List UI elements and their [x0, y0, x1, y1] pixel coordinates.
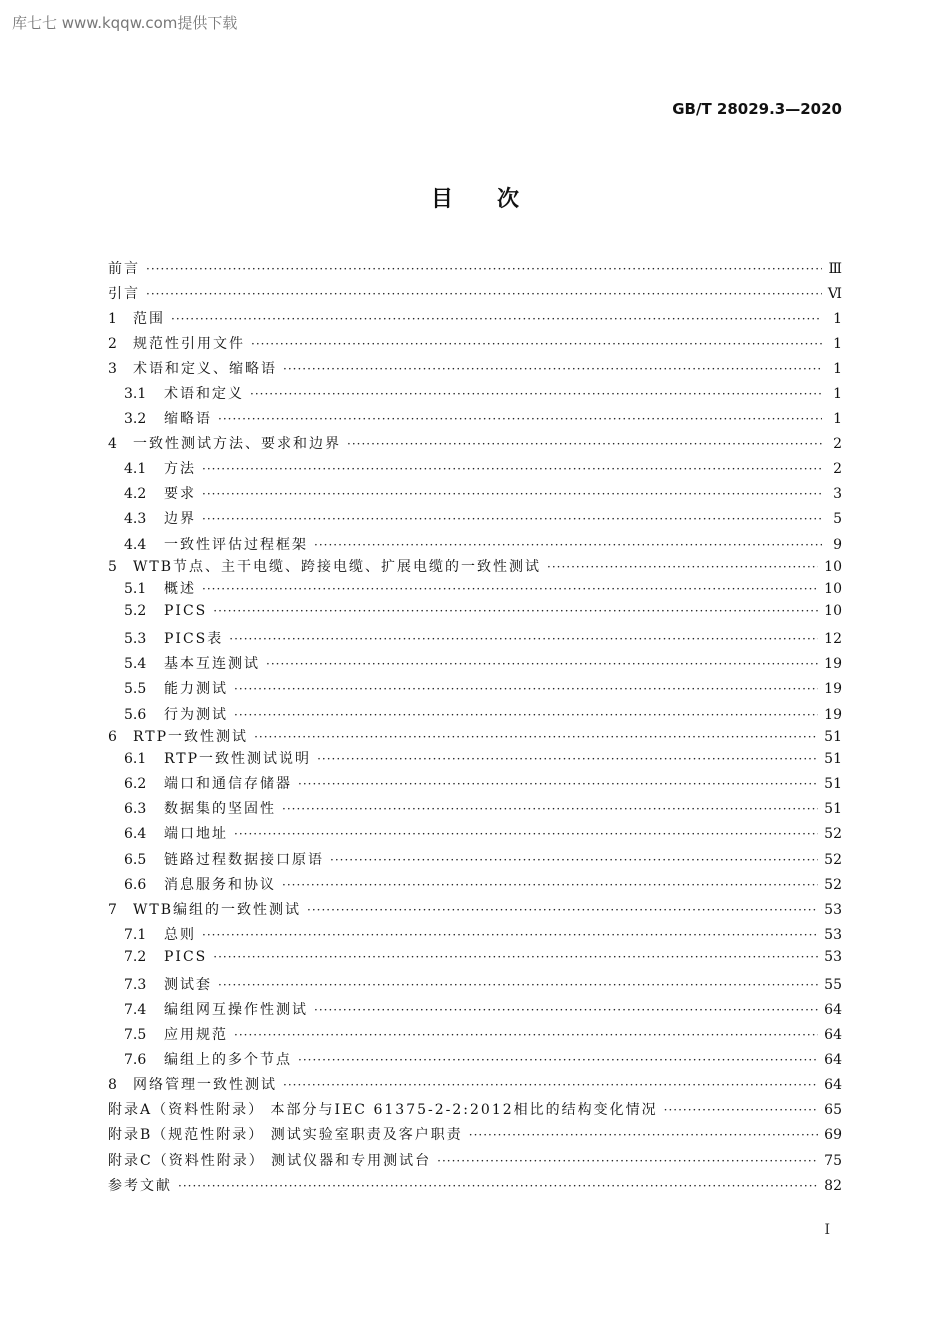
dot-leader [234, 1028, 818, 1042]
toc-entry-page: 10 [824, 603, 842, 619]
toc-entry-label: 前言 [108, 261, 140, 277]
toc-entry-number: 7.5 [124, 1027, 147, 1043]
toc-entry-page: 10 [824, 559, 842, 575]
toc-entry-number: 5.1 [124, 581, 147, 597]
dot-leader [202, 928, 818, 942]
toc-entry-number: 3.2 [124, 411, 147, 427]
dot-leader [234, 708, 818, 722]
toc-entry[interactable] [108, 1175, 842, 1195]
toc-entry-page: 19 [824, 707, 842, 723]
toc-entry-page: 19 [824, 681, 842, 697]
toc-entry[interactable] [108, 773, 842, 793]
toc-entry-number: 5.6 [124, 707, 147, 723]
page-title: 目次 [430, 187, 563, 212]
dot-leader [171, 312, 822, 326]
toc-entry[interactable] [108, 483, 842, 503]
dot-leader [229, 632, 818, 646]
toc-entry-page: 51 [824, 776, 842, 792]
toc-entry-label: RTP一致性测试说明 [164, 751, 312, 767]
toc-entry[interactable] [108, 308, 842, 328]
toc-entry-number: 3 [108, 361, 117, 377]
toc-entry[interactable] [108, 258, 842, 278]
toc-entry-label: 方法 [164, 461, 196, 477]
toc-entry-page: Ⅵ [827, 286, 842, 302]
toc-entry-number: 3.1 [124, 386, 147, 402]
toc-entry-page: 51 [824, 751, 842, 767]
toc-entry[interactable] [108, 433, 842, 453]
toc-entry[interactable] [108, 333, 842, 353]
toc-entry[interactable] [108, 1099, 842, 1119]
dot-leader [664, 1103, 819, 1117]
dot-leader [282, 878, 818, 892]
toc-entry-number: 5.3 [124, 631, 147, 647]
toc-entry-label: 链路过程数据接口原语 [164, 852, 324, 868]
toc-entry-page: 1 [833, 386, 842, 402]
dot-leader [213, 604, 818, 618]
toc-entry[interactable] [108, 748, 842, 768]
toc-entry-page: 1 [833, 311, 842, 327]
toc-entry[interactable] [108, 458, 842, 478]
toc-entry[interactable] [108, 628, 842, 648]
dot-leader [213, 950, 818, 964]
toc-entry-page: 82 [824, 1178, 842, 1194]
toc-entry[interactable] [108, 823, 842, 843]
toc-entry-page: 51 [824, 729, 842, 745]
toc-entry-page: 1 [833, 336, 842, 352]
dot-leader [202, 487, 822, 501]
dot-leader [251, 337, 822, 351]
toc-entry-page: 1 [833, 411, 842, 427]
toc-entry-page: 52 [824, 852, 842, 868]
toc-entry[interactable] [108, 726, 842, 746]
toc-entry-page: 69 [824, 1127, 842, 1143]
dot-leader [250, 387, 822, 401]
toc-entry-page: 2 [833, 461, 842, 477]
toc-entry[interactable] [108, 949, 842, 965]
toc-entry-label: 附录B（规范性附录） 测试实验室职责及客户职责 [108, 1127, 463, 1143]
toc-entry-number: 4.1 [124, 461, 147, 477]
toc-entry-number: 4.4 [124, 537, 147, 553]
toc-entry-number: 7.1 [124, 927, 147, 943]
toc-entry-label: PICS表 [164, 631, 224, 647]
dot-leader [202, 512, 822, 526]
toc-entry-page: 53 [824, 902, 842, 918]
dot-leader [298, 1053, 818, 1067]
toc-entry[interactable] [108, 556, 842, 576]
toc-entry-number: 7.3 [124, 977, 147, 993]
toc-entry-label: 测试套 [164, 977, 212, 993]
toc-entry-label: PICS [164, 603, 208, 619]
toc-entry-label: 行为测试 [164, 707, 228, 723]
toc-entry[interactable] [108, 874, 842, 894]
toc-entry-label: 缩略语 [164, 411, 212, 427]
toc-entry-number: 1 [108, 311, 117, 327]
toc-entry-page: 2 [833, 436, 842, 452]
toc-entry[interactable] [108, 358, 842, 378]
toc-entry[interactable] [108, 974, 842, 994]
toc-entry-number: 5.4 [124, 656, 147, 672]
toc-entry[interactable] [108, 603, 842, 619]
toc-entry-page: 3 [833, 486, 842, 502]
dot-leader [307, 903, 818, 917]
toc-entry-label: 基本互连测试 [164, 656, 260, 672]
toc-entry-number: 7.2 [124, 949, 147, 965]
toc-entry-label: WTB编组的一致性测试 [133, 902, 302, 918]
standard-code: GB/T 28029.3—2020 [672, 100, 842, 118]
toc-entry[interactable] [108, 534, 842, 554]
toc-entry-label: 边界 [164, 511, 196, 527]
toc-entry-label: 一致性测试方法、要求和边界 [133, 436, 341, 452]
toc-entry-number: 7.4 [124, 1002, 147, 1018]
toc-entry-number: 6.1 [124, 751, 147, 767]
toc-entry[interactable] [108, 1024, 842, 1044]
toc-entry-label: 消息服务和协议 [164, 877, 276, 893]
toc-entry-page: 64 [824, 1002, 842, 1018]
dot-leader [330, 853, 818, 867]
dot-leader [314, 538, 822, 552]
toc-entry-label: 规范性引用文件 [133, 336, 245, 352]
dot-leader [146, 262, 822, 276]
toc-entry[interactable] [108, 999, 842, 1019]
dot-leader [317, 752, 818, 766]
toc-entry[interactable] [108, 899, 842, 919]
toc-entry-label: 附录A（资料性附录） 本部分与IEC 61375-2-2:2012相比的结构变化情况 [108, 1102, 658, 1118]
toc-entry-number: 4.3 [124, 511, 147, 527]
toc-entry-label: 编组网互操作性测试 [164, 1002, 308, 1018]
dot-leader [547, 560, 818, 574]
watermark-text: 库七七 www.kqqw.com提供下载 [12, 14, 238, 32]
toc-entry-number: 6 [108, 729, 117, 745]
toc-entry-number: 7 [108, 902, 117, 918]
toc-entry[interactable] [108, 408, 842, 428]
dot-leader [234, 682, 818, 696]
toc-entry-label: 术语和定义、缩略语 [133, 361, 277, 377]
toc-entry-label: 编组上的多个节点 [164, 1052, 292, 1068]
toc-entry-page: 53 [824, 927, 842, 943]
dot-leader [178, 1179, 818, 1193]
dot-leader [218, 412, 822, 426]
toc-entry[interactable] [108, 1124, 842, 1144]
toc-entry-page: 64 [824, 1052, 842, 1068]
toc-entry[interactable] [108, 1049, 842, 1069]
toc-entry-label: 引言 [108, 286, 140, 302]
toc-entry[interactable] [108, 924, 842, 944]
toc-entry[interactable] [108, 1150, 842, 1170]
toc-entry-label: WTB节点、主干电缆、跨接电缆、扩展电缆的一致性测试 [133, 559, 542, 575]
toc-entry-page: 51 [824, 801, 842, 817]
toc-entry-page: 10 [824, 581, 842, 597]
toc-entry-page: 5 [833, 511, 842, 527]
toc-entry-number: 5.5 [124, 681, 147, 697]
toc-entry-page: 9 [833, 537, 842, 553]
dot-leader [314, 1003, 818, 1017]
toc-entry-number: 7.6 [124, 1052, 147, 1068]
toc-entry[interactable] [108, 653, 842, 673]
dot-leader [347, 437, 822, 451]
toc-entry[interactable] [108, 383, 842, 403]
toc-entry-page: 75 [824, 1153, 842, 1169]
dot-leader [283, 362, 822, 376]
toc-entry-label: 端口地址 [164, 826, 228, 842]
page-number: I [824, 1222, 830, 1238]
toc-entry-number: 8 [108, 1077, 117, 1093]
toc-entry-number: 4.2 [124, 486, 147, 502]
toc-entry-label: 能力测试 [164, 681, 228, 697]
toc-entry-number: 6.4 [124, 826, 147, 842]
toc-entry-page: 55 [824, 977, 842, 993]
toc-entry-number: 2 [108, 336, 117, 352]
toc-entry[interactable] [108, 1074, 842, 1094]
dot-leader [298, 777, 818, 791]
toc-entry-page: 53 [824, 949, 842, 965]
toc-entry-label: PICS [164, 949, 208, 965]
toc-entry-label: 数据集的坚固性 [164, 801, 276, 817]
toc-entry-number: 5.2 [124, 603, 147, 619]
toc-entry[interactable] [108, 704, 842, 724]
toc-entry[interactable] [108, 798, 842, 818]
dot-leader [266, 657, 818, 671]
toc-entry-number: 6.6 [124, 877, 147, 893]
toc-entry[interactable] [108, 578, 842, 598]
toc-entry[interactable] [108, 283, 842, 303]
toc-entry-page: 64 [824, 1027, 842, 1043]
toc-entry[interactable] [108, 678, 842, 698]
dot-leader [146, 287, 822, 301]
toc-entry-label: 概述 [164, 581, 196, 597]
dot-leader [469, 1128, 818, 1142]
dot-leader [283, 1078, 818, 1092]
toc-entry-label: 一致性评估过程框架 [164, 537, 308, 553]
dot-leader [254, 730, 818, 744]
toc-entry-label: 要求 [164, 486, 196, 502]
toc-entry-label: 网络管理一致性测试 [133, 1077, 277, 1093]
toc-entry-number: 6.2 [124, 776, 147, 792]
toc-entry-number: 6.3 [124, 801, 147, 817]
toc-entry-number: 4 [108, 436, 117, 452]
toc-entry-page: 52 [824, 826, 842, 842]
toc-entry-label: 术语和定义 [164, 386, 244, 402]
toc-entry[interactable] [108, 508, 842, 528]
toc-entry-page: 65 [824, 1102, 842, 1118]
toc-entry-page: Ⅲ [828, 261, 842, 277]
dot-leader [437, 1154, 818, 1168]
toc-entry-label: 应用规范 [164, 1027, 228, 1043]
toc-entry-number: 5 [108, 559, 117, 575]
toc-entry-page: 1 [833, 361, 842, 377]
toc-entry-page: 19 [824, 656, 842, 672]
dot-leader [218, 978, 818, 992]
dot-leader [282, 802, 818, 816]
toc-entry-page: 64 [824, 1077, 842, 1093]
toc-entry-label: 参考文献 [108, 1178, 172, 1194]
toc-entry-page: 52 [824, 877, 842, 893]
toc-entry-page: 12 [824, 631, 842, 647]
toc-entry-label: 端口和通信存储器 [164, 776, 292, 792]
toc-entry-number: 6.5 [124, 852, 147, 868]
toc-entry[interactable] [108, 849, 842, 869]
toc-entry-label: RTP一致性测试 [133, 729, 249, 745]
toc-entry-label: 附录C（资料性附录） 测试仪器和专用测试台 [108, 1153, 432, 1169]
dot-leader [202, 582, 818, 596]
toc-entry-label: 范围 [133, 311, 165, 327]
dot-leader [234, 827, 818, 841]
toc-entry-label: 总则 [164, 927, 196, 943]
dot-leader [202, 462, 822, 476]
